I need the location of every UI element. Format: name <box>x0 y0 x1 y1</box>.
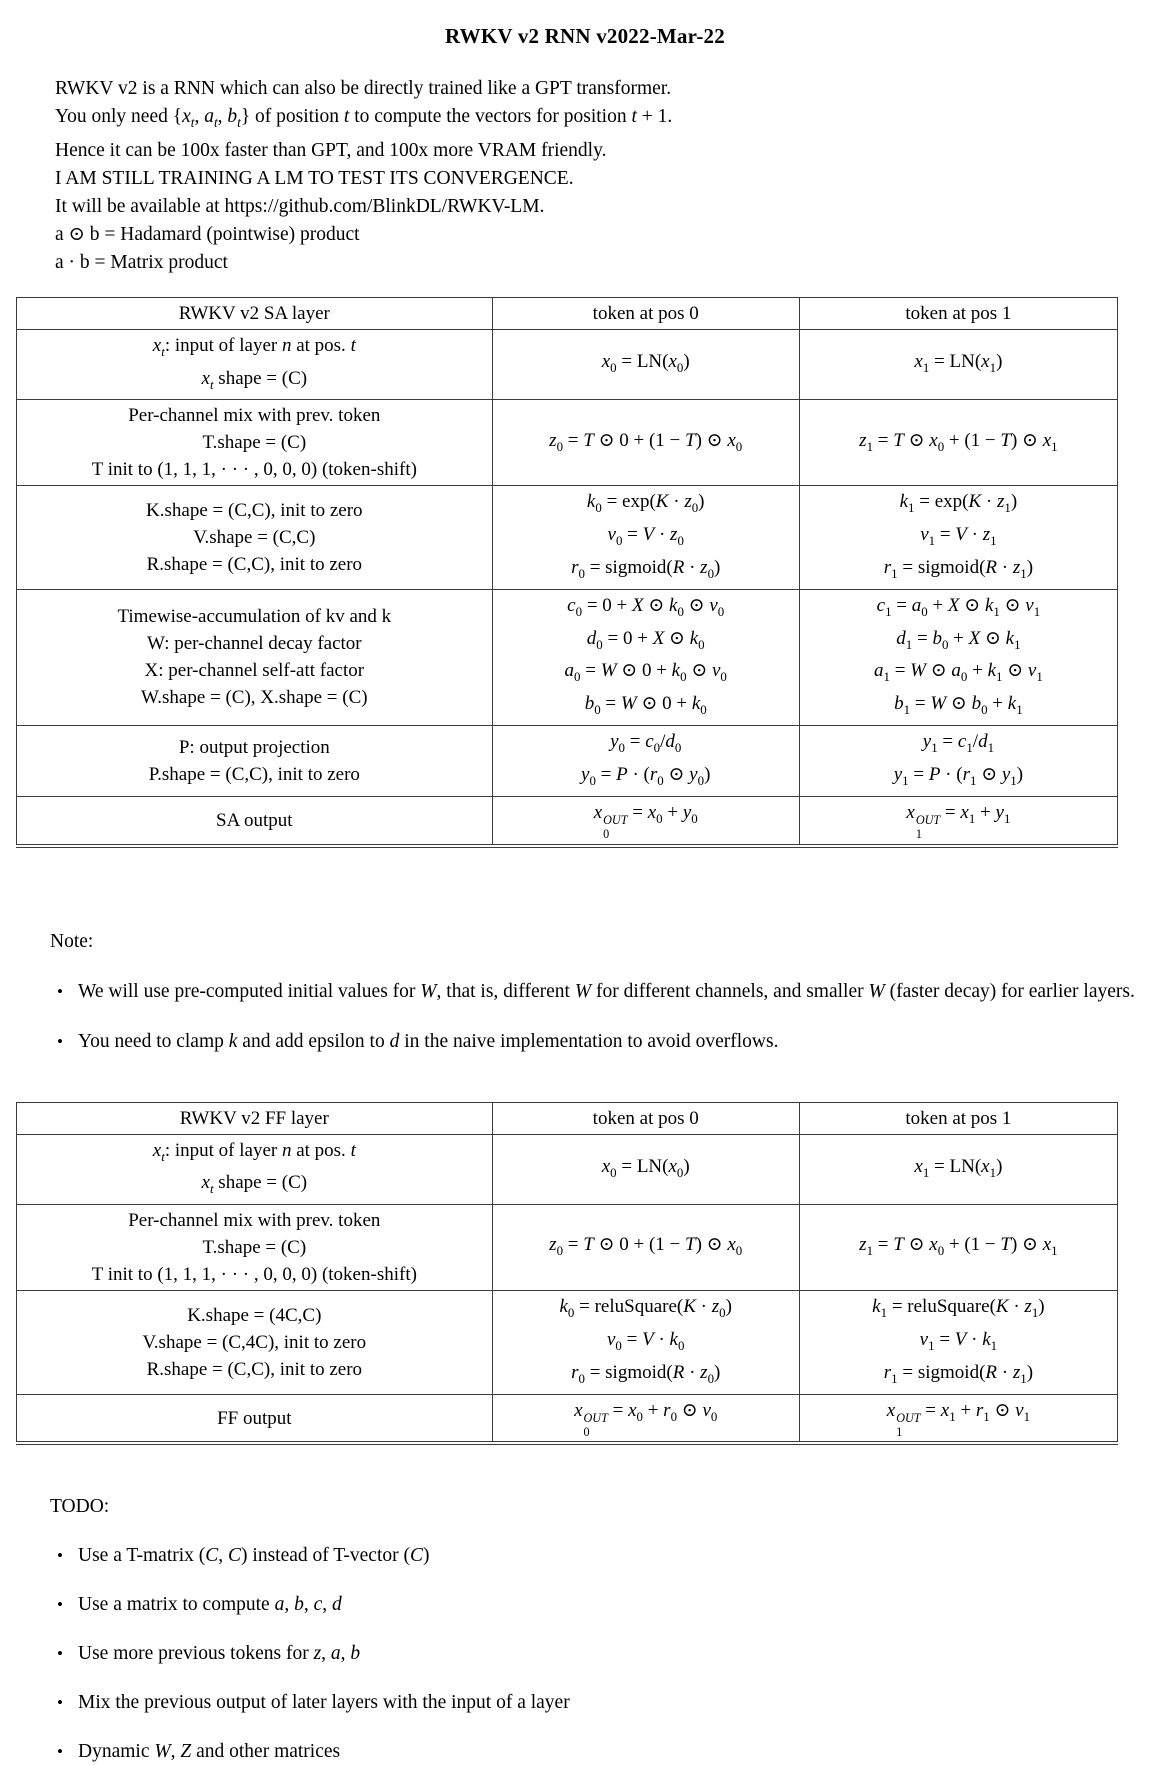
table-cell-pos0: $k_0 = \exp(K \cdot z_0)$ $v_0 = V \cdot z_0$ $r_0$ = sigmoid(R · $z_0$) <box>492 486 799 589</box>
table-row-kvr <box>17 486 1118 589</box>
list-item: • Mix the previous output of later layers with the input of a layer <box>55 1689 1155 1717</box>
list-item: • You need to clamp k and add epsilon to d in the naive implementation to avoid overflows. <box>55 1028 1155 1056</box>
sa-layer-table <box>16 297 1118 848</box>
table-cell-pos1: $x_1 = LN(x_1)$ <box>799 1134 1117 1205</box>
table-cell-desc: P: output projection P.shape = (C,C), init to zero <box>17 726 493 797</box>
table-row-token-mix <box>17 400 1118 486</box>
intro-line: Hence it can be 100x faster than GPT, and 100x more VRAM friendly. <box>55 139 607 161</box>
note-list <box>55 978 1155 1056</box>
list-item: • We will use pre-computed initial values for W, that is, different W for different channels, and smaller W (faster decay) for earlier layers. <box>55 978 1155 1006</box>
sa-header-pos1: token at pos 1 <box>799 297 1117 329</box>
ff-header-pos0: token at pos 0 <box>492 1102 799 1134</box>
sa-header-pos0: token at pos 0 <box>492 297 799 329</box>
list-item: • Use more previous tokens for z, a, b <box>55 1640 1155 1668</box>
ff-header-layer: RWKV v2 FF layer <box>17 1102 493 1134</box>
ff-header-pos1: token at pos 1 <box>799 1102 1117 1134</box>
table-cell-pos1: x OUT 1 = $x_1 + r_1$ ⊙ $v_1$ <box>799 1394 1117 1443</box>
table-cell-desc: Per-channel mix with prev. token T.shape = (C) T init to (1, 1, 1, · · · , 0, 0, 0) (token-shift) <box>17 1205 493 1291</box>
intro-paragraph <box>0 75 1170 277</box>
table-cell-pos0: $k_0$ = reluSquare(K · $z_0$) $v_0 = V \cdot k_0$ $r_0$ = sigmoid(R · $z_0$) <box>492 1291 799 1394</box>
table-cell-pos0: $y_0 = c_0/d_0$ $y_0 = P \cdot (r_0$ ⊙ $y_0$) <box>492 726 799 797</box>
document-title: RWKV v2 RNN v2022-Mar-22 <box>445 24 725 48</box>
table-row-kvr <box>17 1291 1118 1394</box>
table-row-input <box>17 1134 1118 1205</box>
list-item: • Use a matrix to compute a, b, c, d <box>55 1591 1155 1619</box>
table-cell-desc: Timewise-accumulation of kv and k W: per-channel decay factor X: per-channel self-att factor W.shape = (C), X.shape = (C) <box>17 589 493 725</box>
table-cell-pos1: $c_1 = a_0 + X$ ⊙ $k_1$ ⊙ $v_1$ $d_1 = b_0 + X$ ⊙ $k_1$ $a_1 = W$ ⊙ $a_0 + k_1$ ⊙ $v_1$ $b_1 = W$ ⊙ $b_0 + k_1$ <box>799 589 1117 725</box>
table-cell-desc: SA output <box>17 796 493 845</box>
table-cell-pos1: $z_1 = T$ ⊙ $x_0 + (1 - T)$ ⊙ $x_1$ <box>799 1205 1117 1291</box>
table-cell-pos0: $z_0 = T$ ⊙ 0 + (1 − T) ⊙ $x_0$ <box>492 1205 799 1291</box>
table-row-input <box>17 329 1118 400</box>
ff-header-row <box>17 1102 1118 1134</box>
table-cell-pos0: $x_0 = LN(x_0)$ <box>492 1134 799 1205</box>
table-row-projection <box>17 726 1118 797</box>
sa-header-row <box>17 297 1118 329</box>
table-cell-desc: Per-channel mix with prev. token T.shape = (C) T init to (1, 1, 1, · · · , 0, 0, 0) (token-shift) <box>17 400 493 486</box>
table-cell-desc: FF output <box>17 1394 493 1443</box>
table-cell-pos1: $k_1$ = reluSquare(K · $z_1$) $v_1 = V \cdot k_1$ $r_1$ = sigmoid(R · $z_1$) <box>799 1291 1117 1394</box>
intro-line-hadamard-def: a ⊙ b = Hadamard (pointwise) product <box>55 223 360 245</box>
intro-line-repo-url: It will be available at https://github.com/BlinkDL/RWKV-LM. <box>55 195 545 217</box>
table-cell-pos0: $z_0 = T$ ⊙ 0 + (1 − T) ⊙ $x_0$ <box>492 400 799 486</box>
todo-label: TODO: <box>50 1496 110 1518</box>
table-cell-pos1: $y_1 = c_1/d_1$ $y_1 = P \cdot (r_1$ ⊙ $y_1$) <box>799 726 1117 797</box>
table-cell-pos1: $x_1 = LN(x_1)$ <box>799 329 1117 400</box>
table-cell-desc: K.shape = (C,C), init to zero V.shape = (C,C) R.shape = (C,C), init to zero <box>17 486 493 589</box>
table-cell-desc: $x_t$: input of layer n at pos. t $x_t$ shape = (C) <box>17 329 493 400</box>
table-cell-pos1: $z_1 = T$ ⊙ $x_0 + (1 - T)$ ⊙ $x_1$ <box>799 400 1117 486</box>
ff-layer-table <box>16 1102 1118 1446</box>
table-cell-pos1: x OUT 1 = $x_1 + y_1$ <box>799 796 1117 845</box>
intro-line-matrix-def: a · b = Matrix product <box>55 251 228 273</box>
list-item: • Dynamic W, Z and other matrices <box>55 1738 1155 1766</box>
intro-line: You only need {$x_t$, $a_t$, $b_t$} of position t to compute the vectors for position t + 1. <box>55 106 673 130</box>
list-item: • Use a T-matrix (C, C) instead of T-vector (C) <box>55 1542 1155 1570</box>
table-row-sa-output <box>17 796 1118 845</box>
intro-line: RWKV v2 is a RNN which can also be directly trained like a GPT transformer. <box>55 78 672 99</box>
table-cell-pos0: x OUT 0 = $x_0 + y_0$ <box>492 796 799 845</box>
todo-list <box>55 1542 1155 1766</box>
table-cell-desc: K.shape = (4C,C) V.shape = (C,4C), init to zero R.shape = (C,C), init to zero <box>17 1291 493 1394</box>
intro-line: I AM STILL TRAINING A LM TO TEST ITS CONVERGENCE. <box>55 167 574 189</box>
table-row-accumulation <box>17 589 1118 725</box>
table-cell-pos0: $c_0 = 0 + X$ ⊙ $k_0$ ⊙ $v_0$ $d_0 = 0 + X$ ⊙ $k_0$ $a_0 = W$ ⊙ $0 + k_0$ ⊙ $v_0$ $b_0 = W$ ⊙ $0 + k_0$ <box>492 589 799 725</box>
table-cell-desc: $x_t$: input of layer n at pos. t $x_t$ shape = (C) <box>17 1134 493 1205</box>
table-row-ff-output <box>17 1394 1118 1443</box>
table-cell-pos0: $x_0 = LN(x_0)$ <box>492 329 799 400</box>
note-label: Note: <box>50 930 94 952</box>
table-cell-pos0: x OUT 0 = $x_0 + r_0$ ⊙ $v_0$ <box>492 1394 799 1443</box>
sa-header-layer: RWKV v2 SA layer <box>17 297 493 329</box>
table-row-token-mix <box>17 1205 1118 1291</box>
table-cell-pos1: $k_1 = \exp(K \cdot z_1)$ $v_1 = V \cdot z_1$ $r_1$ = sigmoid(R · $z_1$) <box>799 486 1117 589</box>
